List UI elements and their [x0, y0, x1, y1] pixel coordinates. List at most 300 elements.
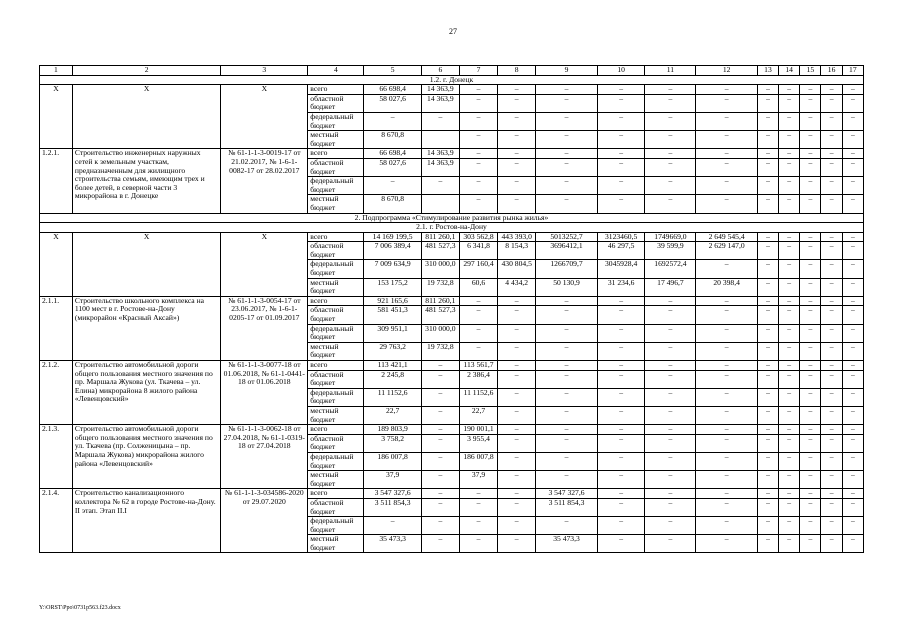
x-mark: Х	[221, 232, 308, 296]
value-cell: 20 398,4	[696, 278, 758, 296]
value-cell: 37,9	[364, 471, 421, 489]
dash-cell: –	[821, 489, 842, 499]
dash-cell: –	[536, 406, 598, 424]
funding-source: федеральный бюджет	[308, 388, 364, 406]
value-cell: 7 006 389,4	[364, 242, 421, 260]
value-cell: –	[421, 471, 459, 489]
dash-cell: –	[821, 434, 842, 452]
funding-source: всего	[308, 232, 364, 242]
dash-cell: –	[821, 306, 842, 324]
dash-cell: –	[800, 388, 821, 406]
value-cell: 31 234,6	[597, 278, 645, 296]
dash-cell: –	[842, 158, 863, 176]
dash-cell: –	[757, 242, 778, 260]
item-document: № 61-1-1-3-0062-18 от 27.04.2018, № 61-1-0319-18 от 27.04.2018	[221, 425, 308, 489]
funding-source: областной бюджет	[308, 498, 364, 516]
dash-cell: –	[498, 149, 536, 159]
dash-cell: –	[757, 232, 778, 242]
dash-cell: –	[696, 361, 758, 371]
column-number: 17	[842, 66, 863, 76]
section-title: 1.2. г. Донецк	[40, 75, 864, 85]
value-cell: 3 547 327,6	[364, 489, 421, 499]
dash-cell: –	[757, 498, 778, 516]
dash-cell: –	[645, 158, 696, 176]
dash-cell: –	[597, 425, 645, 435]
dash-cell: –	[821, 278, 842, 296]
value-cell: –	[459, 535, 497, 553]
value-cell: –	[498, 498, 536, 516]
dash-cell: –	[821, 471, 842, 489]
value-cell: 443 393,0	[498, 232, 536, 242]
dash-cell: –	[842, 278, 863, 296]
dash-cell: –	[459, 177, 497, 195]
value-cell: 58 027,6	[364, 158, 421, 176]
dash-cell: –	[821, 242, 842, 260]
dash-cell: –	[645, 195, 696, 213]
dash-cell: –	[757, 85, 778, 95]
value-cell: 11 1152,6	[364, 388, 421, 406]
dash-cell: –	[821, 324, 842, 342]
item-name: Строительство канализационного коллектора № 62 в городе Ростове-на-Дону. II этап. Этап II.I	[72, 489, 220, 553]
dash-cell: –	[696, 195, 758, 213]
dash-cell: –	[459, 306, 497, 324]
dash-cell: –	[536, 296, 598, 306]
dash-cell: –	[779, 434, 800, 452]
section-title: 2.1. г. Ростов-на-Дону	[40, 223, 864, 233]
item-document: № 61-1-1-3-0077-18 от 01.06.2018, № 61-1-0441-18 от 01.06.2018	[221, 361, 308, 425]
funding-source: местный бюджет	[308, 195, 364, 213]
value-cell: 8 670,8	[364, 131, 421, 149]
dash-cell: –	[597, 370, 645, 388]
dash-cell: –	[696, 434, 758, 452]
dash-cell: –	[800, 195, 821, 213]
dash-cell: –	[498, 452, 536, 470]
dash-cell: –	[842, 498, 863, 516]
dash-cell: –	[597, 388, 645, 406]
dash-cell: –	[757, 131, 778, 149]
dash-cell: –	[645, 324, 696, 342]
dash-cell: –	[696, 535, 758, 553]
value-cell	[421, 131, 459, 149]
dash-cell: –	[536, 324, 598, 342]
dash-cell: –	[800, 406, 821, 424]
dash-cell: –	[597, 434, 645, 452]
dash-cell: –	[645, 112, 696, 130]
item-name: Строительство автомобильной дороги общего пользования местного значения по ул. Ткачева (пр. Солженицына – пр. Маршала Жукова) микрорайона жилого района «Левенцовский»	[72, 425, 220, 489]
value-cell: 14 363,9	[421, 158, 459, 176]
value-cell: 2 649 545,4	[696, 232, 758, 242]
dash-cell: –	[459, 324, 497, 342]
dash-cell: –	[696, 471, 758, 489]
dash-cell: –	[779, 296, 800, 306]
dash-cell: –	[779, 158, 800, 176]
dash-cell: –	[842, 370, 863, 388]
dash-cell: –	[800, 112, 821, 130]
funding-source: всего	[308, 425, 364, 435]
dash-cell: –	[842, 342, 863, 360]
dash-cell: –	[696, 131, 758, 149]
value-cell	[421, 195, 459, 213]
dash-cell: –	[757, 535, 778, 553]
dash-cell: –	[757, 306, 778, 324]
dash-cell: –	[842, 452, 863, 470]
dash-cell: –	[597, 149, 645, 159]
dash-cell: –	[779, 342, 800, 360]
dash-cell: –	[779, 195, 800, 213]
item-number: 2.1.4.	[40, 489, 73, 553]
dash-cell: –	[757, 342, 778, 360]
value-cell: –	[421, 498, 459, 516]
dash-cell: –	[757, 434, 778, 452]
dash-cell: –	[842, 361, 863, 371]
value-cell: 310 000,0	[421, 260, 459, 278]
dash-cell: –	[536, 112, 598, 130]
dash-cell: –	[536, 306, 598, 324]
value-cell: 303 562,8	[459, 232, 497, 242]
dash-cell: –	[645, 425, 696, 435]
value-cell: –	[364, 112, 421, 130]
value-cell: –	[459, 517, 497, 535]
value-cell: 60,6	[459, 278, 497, 296]
value-cell: 1266709,7	[536, 260, 598, 278]
dash-cell: –	[842, 489, 863, 499]
column-number: 4	[308, 66, 364, 76]
dash-cell: –	[696, 452, 758, 470]
table-row	[40, 85, 864, 95]
value-cell: 22,7	[459, 406, 497, 424]
dash-cell: –	[757, 158, 778, 176]
value-cell: 3 511 854,3	[536, 498, 598, 516]
dash-cell: –	[597, 361, 645, 371]
value-cell: –	[421, 517, 459, 535]
dash-cell: –	[536, 342, 598, 360]
dash-cell: –	[800, 434, 821, 452]
dash-cell: –	[842, 85, 863, 95]
dash-cell: –	[645, 471, 696, 489]
dash-cell: –	[597, 498, 645, 516]
value-cell: 37,9	[459, 471, 497, 489]
value-cell: –	[421, 452, 459, 470]
dash-cell: –	[821, 149, 842, 159]
dash-cell: –	[800, 232, 821, 242]
value-cell: –	[421, 361, 459, 371]
value-cell: 19 732,8	[421, 278, 459, 296]
dash-cell: –	[800, 158, 821, 176]
dash-cell: –	[842, 242, 863, 260]
dash-cell: –	[498, 388, 536, 406]
dash-cell: –	[821, 232, 842, 242]
dash-cell: –	[645, 489, 696, 499]
dash-cell: –	[597, 517, 645, 535]
dash-cell: –	[696, 177, 758, 195]
table-row	[40, 149, 864, 159]
funding-source: областной бюджет	[308, 306, 364, 324]
dash-cell: –	[597, 195, 645, 213]
dash-cell: –	[779, 260, 800, 278]
value-cell: 811 260,1	[421, 232, 459, 242]
dash-cell: –	[696, 85, 758, 95]
dash-cell: –	[597, 535, 645, 553]
value-cell: 19 732,8	[421, 342, 459, 360]
dash-cell: –	[800, 425, 821, 435]
value-cell: 2 629 147,0	[696, 242, 758, 260]
dash-cell: –	[696, 149, 758, 159]
financing-table	[39, 65, 864, 553]
value-cell: 1749669,0	[645, 232, 696, 242]
dash-cell: –	[498, 471, 536, 489]
footer-file-path: Y:\ORST\Ppo\0731p563.f23.docx	[39, 605, 121, 611]
dash-cell: –	[779, 535, 800, 553]
dash-cell: –	[842, 306, 863, 324]
value-cell: 14 363,9	[421, 85, 459, 95]
value-cell: 3696412,1	[536, 242, 598, 260]
dash-cell: –	[779, 388, 800, 406]
table-row	[40, 232, 864, 242]
dash-cell: –	[757, 112, 778, 130]
value-cell: –	[421, 425, 459, 435]
value-cell: 581 451,3	[364, 306, 421, 324]
dash-cell: –	[821, 85, 842, 95]
dash-cell: –	[800, 278, 821, 296]
dash-cell: –	[597, 85, 645, 95]
value-cell: –	[421, 406, 459, 424]
value-cell: 5013252,7	[536, 232, 598, 242]
column-number: 13	[757, 66, 778, 76]
dash-cell: –	[757, 425, 778, 435]
value-cell: 11 1152,6	[459, 388, 497, 406]
dash-cell: –	[597, 406, 645, 424]
dash-cell: –	[757, 94, 778, 112]
value-cell: 1692572,4	[645, 260, 696, 278]
dash-cell: –	[821, 296, 842, 306]
dash-cell: –	[800, 131, 821, 149]
dash-cell: –	[842, 94, 863, 112]
value-cell: –	[364, 177, 421, 195]
dash-cell: –	[498, 342, 536, 360]
table-row	[40, 489, 864, 499]
dash-cell: –	[498, 94, 536, 112]
dash-cell: –	[597, 452, 645, 470]
table-row	[40, 361, 864, 371]
x-mark: Х	[40, 85, 73, 149]
dash-cell: –	[821, 535, 842, 553]
value-cell: 153 175,2	[364, 278, 421, 296]
dash-cell: –	[696, 296, 758, 306]
dash-cell: –	[498, 158, 536, 176]
value-cell: 2 386,4	[459, 370, 497, 388]
dash-cell: –	[459, 296, 497, 306]
value-cell: –	[459, 498, 497, 516]
dash-cell: –	[645, 85, 696, 95]
dash-cell: –	[498, 361, 536, 371]
value-cell: 481 527,3	[421, 306, 459, 324]
value-cell: 190 001,1	[459, 425, 497, 435]
value-cell: 17 496,7	[645, 278, 696, 296]
dash-cell: –	[498, 434, 536, 452]
dash-cell: –	[779, 489, 800, 499]
value-cell: 14 363,9	[421, 149, 459, 159]
item-name: Строительство автомобильной дороги общего пользования местного значения по пр. Маршала Жукова (ул. Ткачева – ул. Елина) микрорайона 8 жилого района «Левенцовский»	[72, 361, 220, 425]
dash-cell: –	[779, 177, 800, 195]
value-cell: –	[421, 177, 459, 195]
value-cell: –	[459, 489, 497, 499]
dash-cell: –	[800, 471, 821, 489]
dash-cell: –	[597, 342, 645, 360]
dash-cell: –	[645, 452, 696, 470]
dash-cell: –	[842, 195, 863, 213]
funding-source: областной бюджет	[308, 94, 364, 112]
value-cell: 297 160,4	[459, 260, 497, 278]
value-cell: –	[364, 517, 421, 535]
dash-cell: –	[800, 324, 821, 342]
section-row-donetsk	[40, 75, 864, 85]
dash-cell: –	[779, 324, 800, 342]
x-mark: Х	[221, 85, 308, 149]
value-cell: –	[536, 517, 598, 535]
dash-cell: –	[842, 296, 863, 306]
dash-cell: –	[536, 85, 598, 95]
item-number: 1.2.1.	[40, 149, 73, 213]
dash-cell: –	[459, 94, 497, 112]
dash-cell: –	[696, 406, 758, 424]
dash-cell: –	[800, 85, 821, 95]
dash-cell: –	[800, 370, 821, 388]
value-cell: 4 434,2	[498, 278, 536, 296]
dash-cell: –	[757, 452, 778, 470]
value-cell: 309 951,1	[364, 324, 421, 342]
dash-cell: –	[757, 517, 778, 535]
value-cell: 310 000,0	[421, 324, 459, 342]
dash-cell: –	[498, 306, 536, 324]
dash-cell: –	[597, 296, 645, 306]
dash-cell: –	[459, 131, 497, 149]
dash-cell: –	[459, 195, 497, 213]
value-cell: 2 245,8	[364, 370, 421, 388]
dash-cell: –	[645, 177, 696, 195]
value-cell: –	[696, 260, 758, 278]
dash-cell: –	[842, 471, 863, 489]
dash-cell: –	[757, 324, 778, 342]
dash-cell: –	[645, 498, 696, 516]
dash-cell: –	[821, 177, 842, 195]
value-cell: 46 297,5	[597, 242, 645, 260]
dash-cell: –	[696, 425, 758, 435]
column-number: 3	[221, 66, 308, 76]
value-cell: –	[498, 535, 536, 553]
dash-cell: –	[800, 498, 821, 516]
column-number: 5	[364, 66, 421, 76]
dash-cell: –	[821, 388, 842, 406]
table-row	[40, 296, 864, 306]
dash-cell: –	[696, 94, 758, 112]
value-cell: 35 473,3	[536, 535, 598, 553]
funding-source: местный бюджет	[308, 131, 364, 149]
dash-cell: –	[696, 388, 758, 406]
dash-cell: –	[696, 370, 758, 388]
value-cell: –	[421, 112, 459, 130]
item-name: Строительство школьного комплекса на 1100 мест в г. Ростове-на-Дону (микрорайон «Красный Аксай»)	[72, 296, 220, 360]
column-number: 11	[645, 66, 696, 76]
dash-cell: –	[842, 112, 863, 130]
dash-cell: –	[536, 388, 598, 406]
dash-cell: –	[536, 471, 598, 489]
dash-cell: –	[696, 517, 758, 535]
dash-cell: –	[800, 535, 821, 553]
dash-cell: –	[821, 425, 842, 435]
header-row	[40, 66, 864, 76]
dash-cell: –	[800, 94, 821, 112]
dash-cell: –	[696, 158, 758, 176]
dash-cell: –	[800, 177, 821, 195]
dash-cell: –	[842, 517, 863, 535]
dash-cell: –	[696, 112, 758, 130]
dash-cell: –	[696, 306, 758, 324]
dash-cell: –	[779, 112, 800, 130]
dash-cell: –	[779, 149, 800, 159]
dash-cell: –	[536, 361, 598, 371]
dash-cell: –	[800, 489, 821, 499]
dash-cell: –	[821, 370, 842, 388]
dash-cell: –	[459, 149, 497, 159]
funding-source: федеральный бюджет	[308, 452, 364, 470]
dash-cell: –	[459, 342, 497, 360]
funding-source: местный бюджет	[308, 471, 364, 489]
section-title: 2. Подпрограмма «Стимулирование развития рынка жилья»	[40, 213, 864, 223]
column-number: 10	[597, 66, 645, 76]
value-cell: 3 511 854,3	[364, 498, 421, 516]
dash-cell: –	[645, 361, 696, 371]
column-number: 8	[498, 66, 536, 76]
value-cell: –	[421, 434, 459, 452]
dash-cell: –	[821, 342, 842, 360]
item-number: 2.1.2.	[40, 361, 73, 425]
dash-cell: –	[842, 131, 863, 149]
dash-cell: –	[779, 425, 800, 435]
funding-source: всего	[308, 361, 364, 371]
dash-cell: –	[597, 471, 645, 489]
dash-cell: –	[696, 342, 758, 360]
dash-cell: –	[821, 361, 842, 371]
dash-cell: –	[498, 370, 536, 388]
column-number: 12	[696, 66, 758, 76]
dash-cell: –	[536, 149, 598, 159]
dash-cell: –	[696, 489, 758, 499]
column-number: 6	[421, 66, 459, 76]
dash-cell: –	[821, 452, 842, 470]
dash-cell: –	[696, 324, 758, 342]
dash-cell: –	[842, 388, 863, 406]
dash-cell: –	[498, 406, 536, 424]
section-row-rostov	[40, 223, 864, 233]
dash-cell: –	[800, 306, 821, 324]
dash-cell: –	[779, 242, 800, 260]
dash-cell: –	[597, 94, 645, 112]
funding-source: федеральный бюджет	[308, 260, 364, 278]
dash-cell: –	[842, 425, 863, 435]
dash-cell: –	[800, 361, 821, 371]
value-cell: 7 009 634,9	[364, 260, 421, 278]
value-cell: 3045928,4	[597, 260, 645, 278]
dash-cell: –	[645, 388, 696, 406]
dash-cell: –	[779, 498, 800, 516]
dash-cell: –	[645, 131, 696, 149]
dash-cell: –	[757, 296, 778, 306]
funding-source: местный бюджет	[308, 406, 364, 424]
value-cell: 921 165,6	[364, 296, 421, 306]
item-number: 2.1.3.	[40, 425, 73, 489]
value-cell: 189 803,9	[364, 425, 421, 435]
dash-cell: –	[459, 112, 497, 130]
